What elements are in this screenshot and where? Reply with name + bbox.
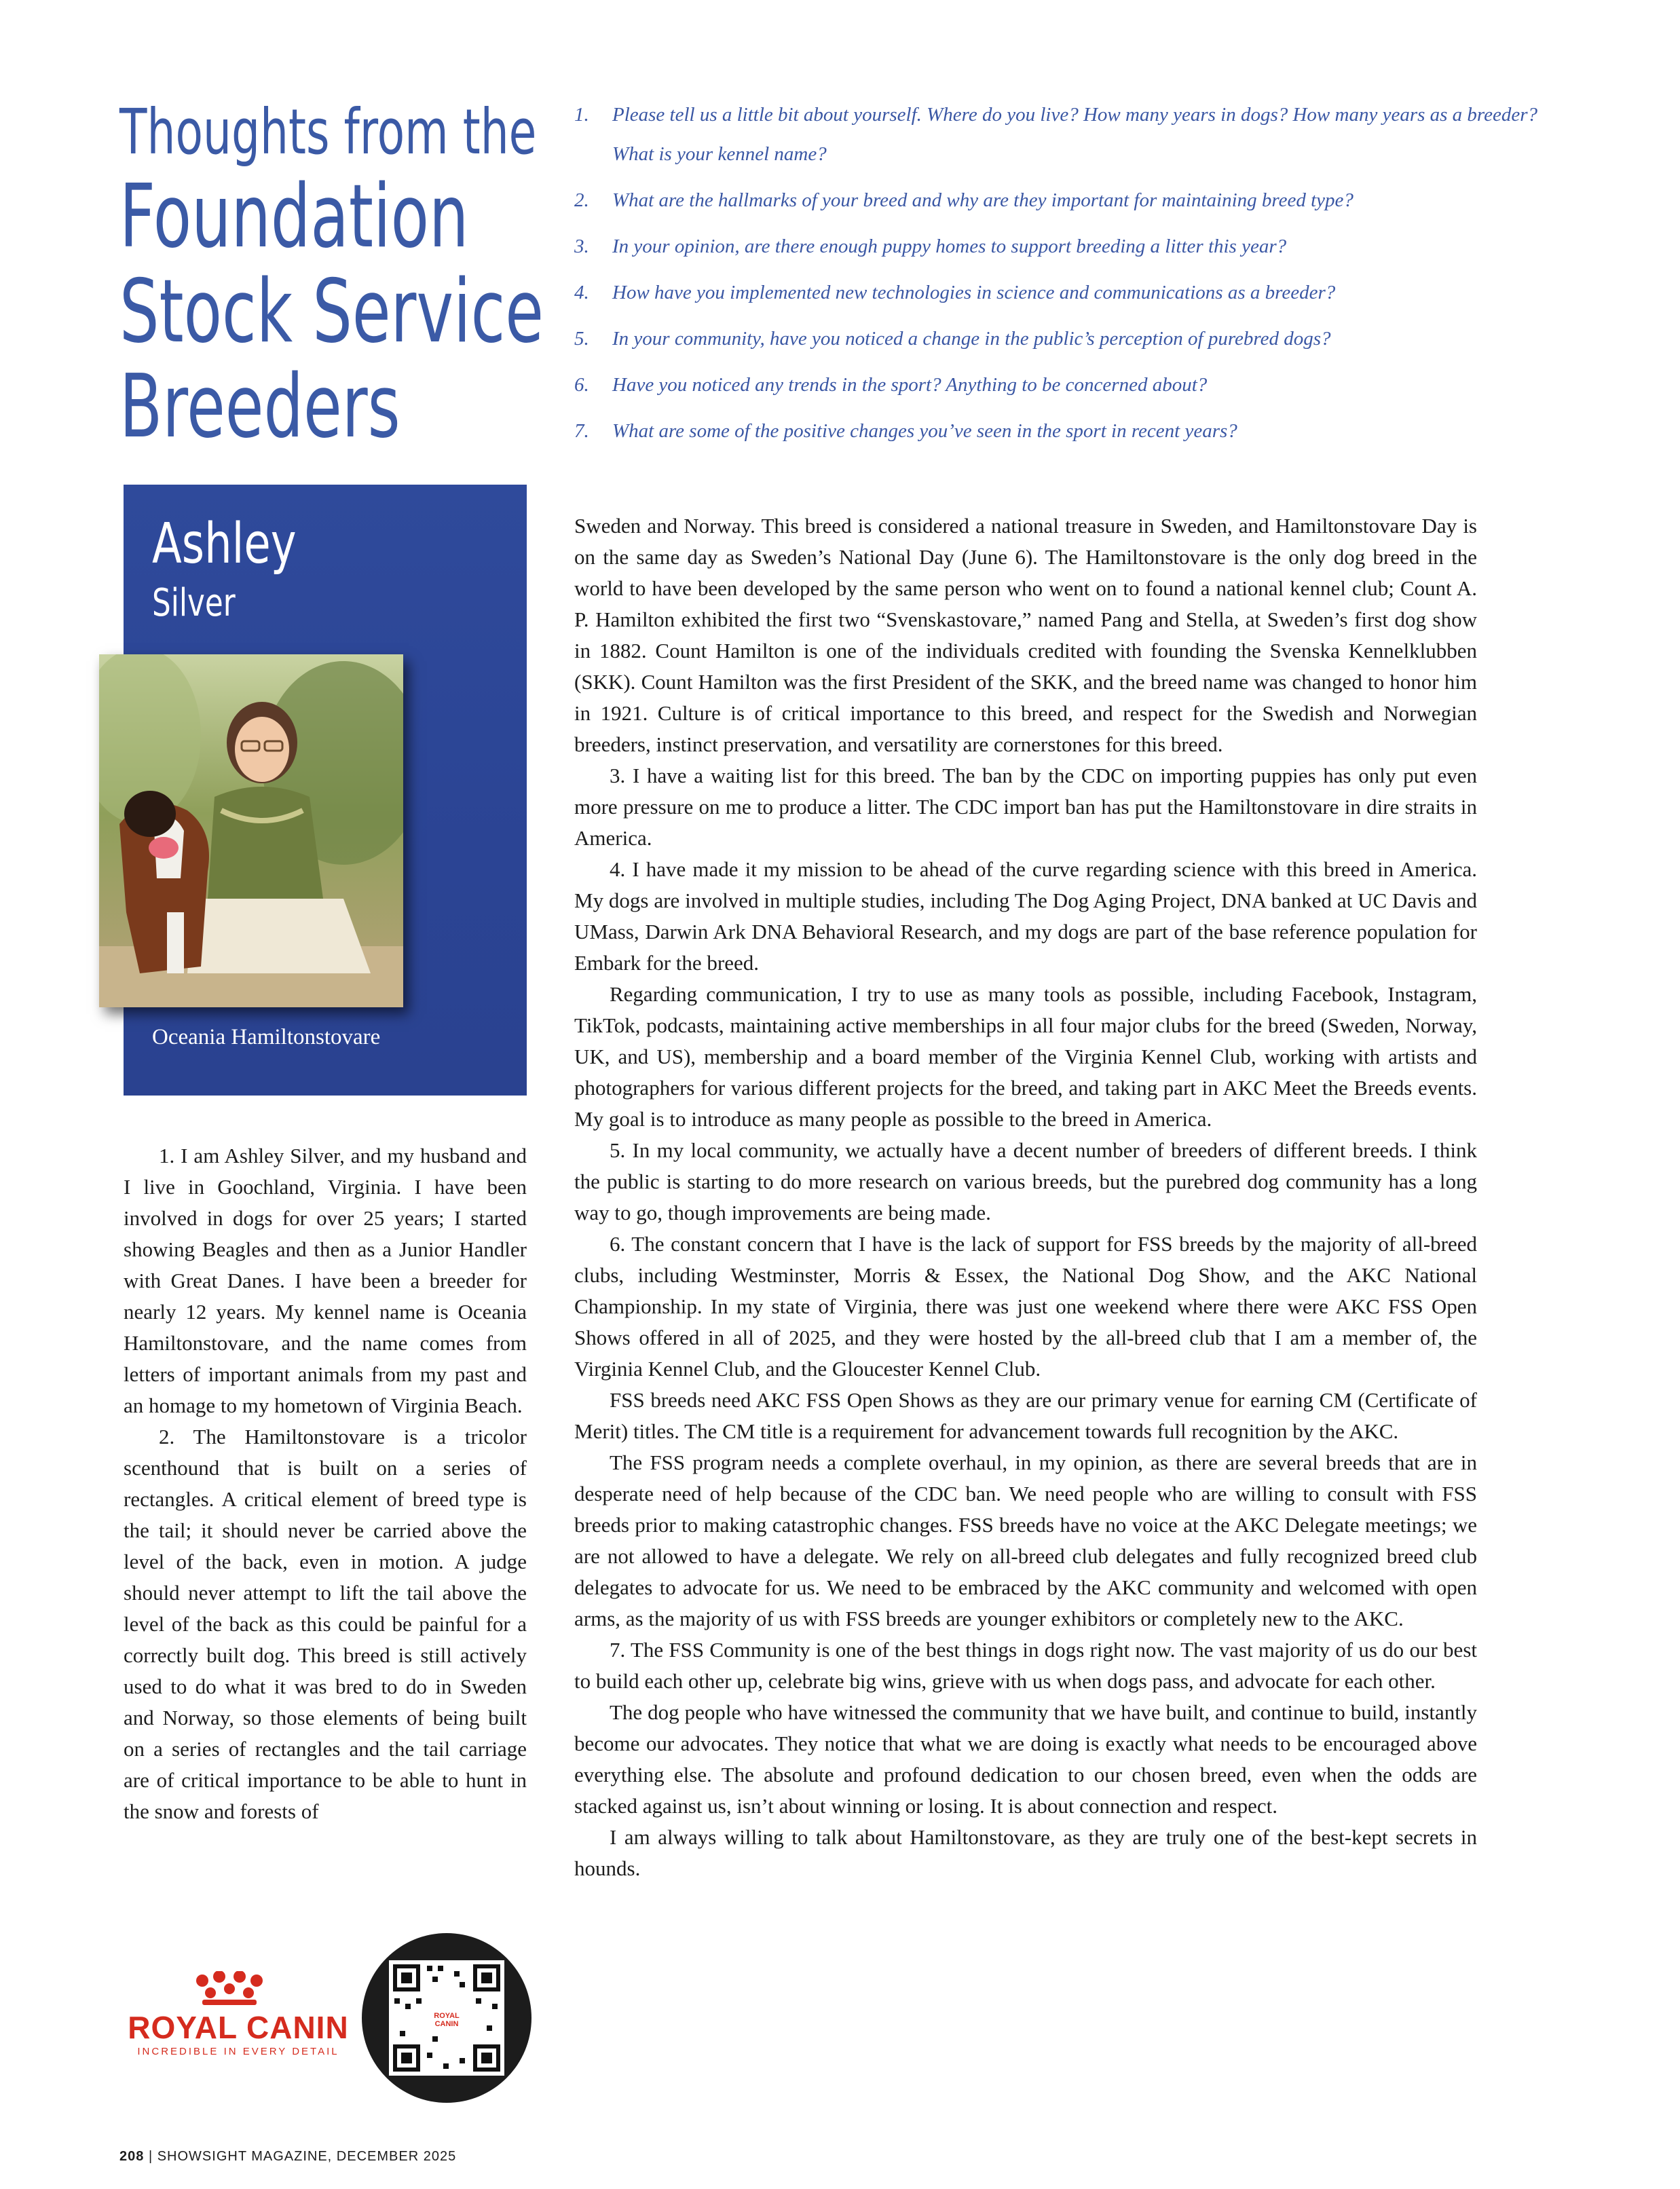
royal-canin-wordmark: ROYAL CANIN <box>128 2010 349 2045</box>
title-line-2: Foundation <box>119 166 469 267</box>
article-paragraph: I am always willing to talk about Hamiltonstovare, as they are truly one of the best-kept secrets in hounds. <box>574 1825 1477 1880</box>
royal-canin-logo[interactable] <box>126 1971 350 2057</box>
question-item <box>574 95 1545 174</box>
profile-first-name: Ashley <box>152 512 297 576</box>
footer-publication: SHOWSIGHT MAGAZINE, DECEMBER 2025 <box>157 2149 457 2164</box>
qr-code-badge[interactable] <box>362 1933 531 2103</box>
title-line-3: Stock Service <box>119 261 544 362</box>
breeder-photo <box>99 654 403 1007</box>
crown-icon <box>189 1971 270 2006</box>
kennel-caption: Oceania Hamiltonstovare <box>152 1025 381 1049</box>
article-right-column <box>574 510 1477 1884</box>
article-paragraph: The dog people who have witnessed the community that we have built, and continue to build, instantly become our advocates. They notice that what we are doing is exactly what needs to be encouraged above everything else. The absolute and profound dedication to our chosen breed, even when the odds are stacked against us, isn’t about winning or losing. It is about connection and respect. <box>574 1700 1477 1818</box>
article-paragraph: 1. I am Ashley Silver, and my husband and I live in Goochland, Virginia. I have been involved in dogs for over 25 years; I started showing Beagles and then as a Junior Handler with Great Danes. I have been a breeder for nearly 12 years. My kennel name is Oceania Hamiltonstovare, and the name comes from letters of important animals from my past and an homage to my hometown of Virginia Beach. <box>124 1144 527 1417</box>
article-paragraph: Regarding communication, I try to use as many tools as possible, including Facebook, Instagram, TikTok, podcasts, maintaining active memberships in all four major clubs for the breed (Sweden, Norway, UK, and US), membership and a board member of the Virginia Kennel Club, working with artists and photographers for various different projects for the breed, and taking part in AKC Meet the Breeds events. My goal is to introduce as many people as possible to the breed in America. <box>574 982 1477 1131</box>
question-text: Please tell us a little bit about yourself. Where do you live? How many years in dogs? How many years as a breeder? What is your kennel name? <box>612 104 1538 165</box>
question-number: 4. <box>574 282 589 303</box>
question-item <box>574 273 1545 312</box>
question-number: 1. <box>574 104 589 126</box>
profile-last-name: Silver <box>152 581 236 625</box>
question-text: What are some of the positive changes you’ve seen in the sport in recent years? <box>612 420 1237 442</box>
question-text: What are the hallmarks of your breed and why are they important for maintaining breed type? <box>612 189 1354 211</box>
footer-separator: | <box>148 2149 153 2164</box>
royal-canin-tagline: INCREDIBLE IN EVERY DETAIL <box>137 2046 339 2057</box>
question-number: 2. <box>574 189 589 211</box>
title-line-1: Thoughts from the <box>119 96 537 168</box>
article-left-column <box>124 1140 527 1827</box>
page-number: 208 <box>119 2149 145 2164</box>
article-paragraph: 3. I have a waiting list for this breed. The ban by the CDC on importing puppies has only put even more pressure on me to produce a litter. The CDC import ban has put the Hamiltonstovare in dire straits in America. <box>574 764 1477 850</box>
question-item <box>574 181 1545 220</box>
article-paragraph: FSS breeds need AKC FSS Open Shows as they are our primary venue for earning CM (Certificate of Merit) titles. The CM title is a requirement for advancement towards full recognition by the AKC. <box>574 1388 1477 1443</box>
article-paragraph: 5. In my local community, we actually have a decent number of breeders of different breeds. I think the public is starting to do more research on various breeds, but the purebred dog community has a long way to go, though improvements are being made. <box>574 1138 1477 1224</box>
article-paragraph: The FSS program needs a complete overhaul, in my opinion, as there are several breeds that are in desperate need of help because of the CDC ban. We need people who are willing to consult with FSS breeds prior to making catastrophic changes. FSS breeds have no voice at the AKC Delegate meetings; we are not allowed to have a delegate. We rely on all-breed club delegates and fully recognized breed club delegates to advocate for us. We need to be embraced by the AKC community and welcomed with open arms, as the majority of us with FSS breeds are younger exhibitors or completely new to the AKC. <box>574 1451 1477 1630</box>
article-paragraph: 2. The Hamiltonstovare is a tricolor scenthound that is built on a series of rectangles. A critical element of breed type is the tail; it should never be carried above the level of the back, even in motion. A judge should never attempt to lift the tail above the level of the back as this could be painful for a correctly built dog. This breed is still actively used to do what it was bred to do in Sweden and Norway, so those elements of being built on a series of rectangles and the tail carriage are of critical importance to be able to hunt in the snow and forests of <box>124 1425 527 1823</box>
question-text: In your opinion, are there enough puppy homes to support breeding a litter this year? <box>612 236 1287 257</box>
question-list <box>574 95 1545 457</box>
question-number: 3. <box>574 236 589 257</box>
article-paragraph: 6. The constant concern that I have is the lack of support for FSS breeds by the majority of all-breed clubs, including Westminster, Morris & Essex, the National Dog Show, and the AKC National Championship. In my state of Virginia, there was just one weekend where there were AKC FSS Open Shows offered in all of 2025, and they were hosted by the all-breed club that I am a member of, the Virginia Kennel Club, and the Gloucester Kennel Club. <box>574 1232 1477 1381</box>
article-paragraph: 7. The FSS Community is one of the best things in dogs right now. The vast majority of us do our best to build each other up, celebrate big wins, grieve with us when dogs pass, and advocate for each other. <box>574 1638 1477 1693</box>
question-item <box>574 227 1545 266</box>
page-title <box>119 95 544 457</box>
qr-code[interactable] <box>389 1960 504 2076</box>
breeder-with-dog-image <box>99 654 403 1007</box>
profile-card <box>124 485 527 1096</box>
qr-brand-label: ROYAL CANIN <box>434 2012 460 2028</box>
page-footer <box>119 2149 456 2165</box>
question-number: 5. <box>574 328 589 350</box>
question-text: How have you implemented new technologies in science and communications as a breeder? <box>612 282 1336 303</box>
question-text: Have you noticed any trends in the sport? Anything to be concerned about? <box>612 374 1208 396</box>
question-text: In your community, have you noticed a change in the public’s perception of purebred dogs? <box>612 328 1331 350</box>
question-item <box>574 365 1545 405</box>
question-number: 7. <box>574 420 589 442</box>
question-item <box>574 411 1545 451</box>
question-item <box>574 319 1545 358</box>
title-line-4: Breeders <box>119 356 400 457</box>
question-number: 6. <box>574 374 589 396</box>
article-paragraph: Sweden and Norway. This breed is considered a national treasure in Sweden, and Hamiltonstovare Day is on the same day as Sweden’s National Day (June 6). The Hamiltonstovare is the only dog breed in the world to have been developed by the same person who went on to found a national kennel club; Count A. P. Hamilton exhibited the first two “Svenskastovare,” named Pang and Stella, at Sweden’s first dog show in 1882. Count Hamilton is one of the individuals credited with founding the Svenska Kennelklubben (SKK). Count Hamilton was the first President of the SKK, and the breed name was changed to honor him in 1921. Culture is of critical importance to this breed, and respect for the Swedish and Norwegian breeders, instinct preservation, and versatility are cornerstones for this breed. <box>574 514 1477 756</box>
article-paragraph: 4. I have made it my mission to be ahead of the curve regarding science with this breed in America. My dogs are involved in multiple studies, including The Dog Aging Project, DNA banked at UC Davis and UMass, Darwin Ark DNA Behavioral Research, and my dogs are part of the base reference population for Embark for the breed. <box>574 857 1477 975</box>
